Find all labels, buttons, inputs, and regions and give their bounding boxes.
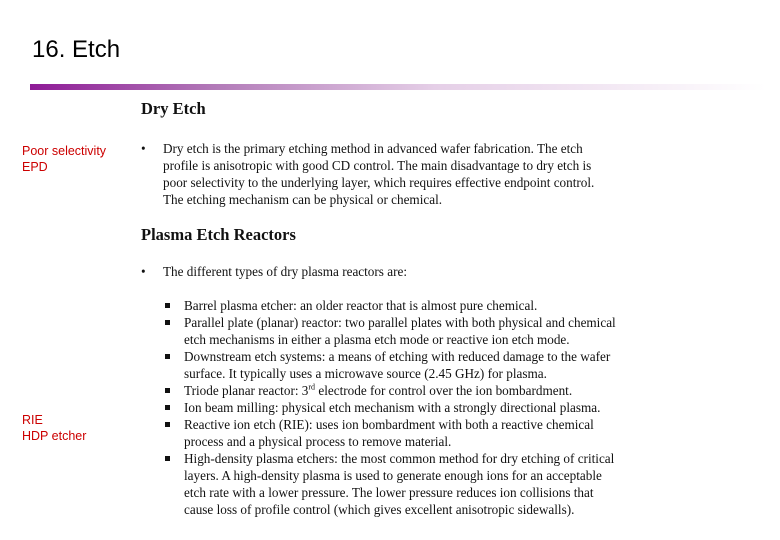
text-run: Triode planar reactor: 3 [184,383,309,398]
text-line: Barrel plasma etcher: an older reactor that is almost pure chemical. [184,298,538,313]
text-line [184,382,616,399]
superscript: rd [308,382,316,392]
text-line: profile is anisotropic with good CD control. The main disadvantage to dry etch is [163,158,592,173]
text-line: High-density plasma etchers: the most common method for dry etching of critical [184,451,615,466]
square-bullet-icon [165,320,170,325]
text-line: Dry etch is the primary etching method in advanced wafer fabrication. The etch [163,141,583,156]
square-bullet-icon [165,303,170,308]
text-line: poor selectivity to the underlying layer, which requires effective endpoint control. [163,175,595,190]
side-note-line: Poor selectivity [22,144,107,158]
text-line: process and a physical process to remove material. [184,434,452,449]
reactor-list [163,297,616,518]
list-item [163,450,616,518]
text-line: The different types of dry plasma reactors are: [163,264,407,279]
heading-plasma-etch-reactors: Plasma Etch Reactors [141,225,296,244]
side-note-selectivity [22,143,106,175]
bullet-icon: • [141,141,146,156]
list-item [163,399,616,416]
text-line: etch mechanisms in either a plasma etch mode or reactive ion etch mode. [184,332,570,347]
text-line: Downstream etch systems: a means of etching with reduced damage to the wafer [184,349,611,364]
text-line: The etching mechanism can be physical or chemical. [163,192,443,207]
text-line: layers. A high-density plasma is used to generate enough ions for an acceptable [184,468,602,483]
text-line: Reactive ion etch (RIE): uses ion bombardment with both a reactive chemical [184,417,594,432]
slide-title: 16. Etch [32,36,121,63]
side-note-reactors [22,412,86,444]
text-line: Ion beam milling: physical etch mechanism with a strongly directional plasma. [184,400,601,415]
list-item [163,297,616,314]
text-line: cause loss of profile control (which gives excellent anisotropic sidewalls). [184,502,575,517]
square-bullet-icon [165,388,170,393]
list-item [163,348,616,382]
square-bullet-icon [165,405,170,410]
text-run: electrode for control over the ion bombardment. [315,383,573,398]
bullet-icon: • [141,264,146,279]
title-underline [30,84,766,90]
text-line: etch rate with a lower pressure. The lower pressure reduces ion collisions that [184,485,594,500]
side-note-line: RIE [22,413,43,427]
list-item [163,314,616,348]
list-item [163,416,616,450]
square-bullet-icon [165,456,170,461]
text-line: surface. It typically uses a microwave source (2.45 GHz) for plasma. [184,366,547,381]
list-item [163,382,616,399]
heading-dry-etch: Dry Etch [141,99,206,118]
square-bullet-icon [165,354,170,359]
text-line: Parallel plate (planar) reactor: two parallel plates with both physical and chemical [184,315,616,330]
side-note-line: EPD [22,160,48,174]
side-note-line: HDP etcher [22,429,87,443]
paragraph-text [163,140,594,208]
square-bullet-icon [165,422,170,427]
